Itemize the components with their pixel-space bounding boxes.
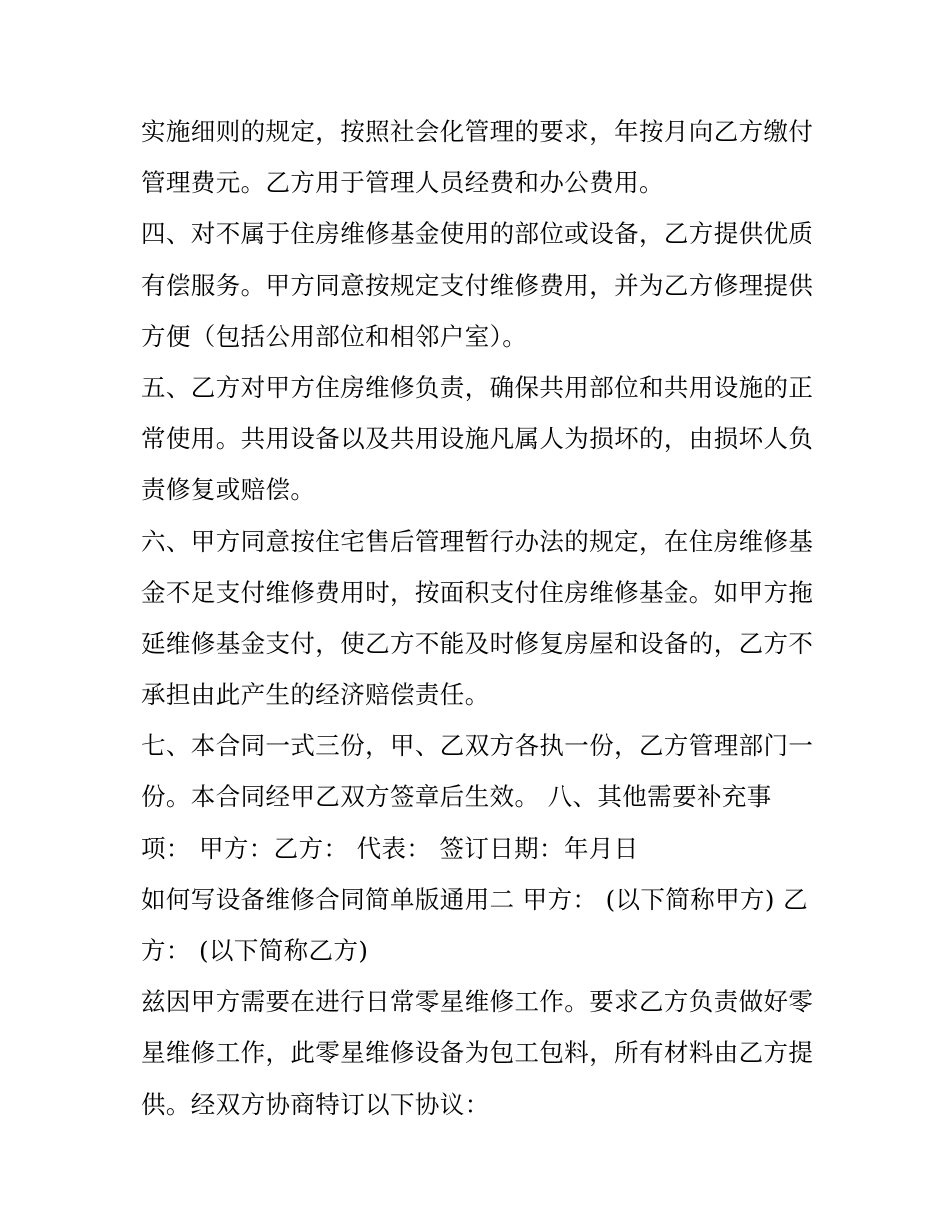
text-line: 责修复或赔偿。 [141, 475, 316, 505]
text-line: 七、本合同一式三份，甲、乙双方各执一份，乙方管理部门一 [141, 731, 814, 761]
text-line: 六、甲方同意按住宅售后管理暂行办法的规定，在住房维修基 [141, 526, 814, 556]
text-line: 承担由此产生的经济赔偿责任。 [141, 680, 490, 710]
text-line: 如何写设备维修合同简单版通用二 甲方： (以下简称甲方) 乙 [141, 884, 808, 914]
text-line: 供。经双方协商特订以下协议： [141, 1089, 490, 1119]
text-line: 常使用。共用设备以及共用设施凡属人为损坏的，由损坏人负 [141, 424, 814, 454]
text-line: 兹因甲方需要在进行日常零星维修工作。要求乙方负责做好零 [141, 987, 814, 1017]
text-line: 项： 甲方：乙方： 代表： 签订日期：年月日 [141, 833, 639, 863]
text-line: 方： (以下简称乙方) [141, 936, 369, 965]
text-line: 有偿服务。甲方同意按规定支付维修费用，并为乙方修理提供 [141, 270, 814, 300]
document-body [141, 106, 821, 1130]
text-line: 四、对不属于住房维修基金使用的部位或设备，乙方提供优质 [141, 219, 814, 249]
text-line: 金不足支付维修费用时，按面积支付住房维修基金。如甲方拖 [141, 577, 814, 607]
text-line: 方便（包括公用部位和相邻户室）。 [141, 321, 528, 351]
text-line: 五、乙方对甲方住房维修负责，确保共用部位和共用设施的正 [141, 372, 814, 402]
text-line: 份。本合同经甲乙双方签章后生效。 八、其他需要补充事 [141, 782, 772, 812]
text-line: 管理费元。乙方用于管理人员经费和办公费用。 [141, 168, 664, 198]
text-line: 延维修基金支付，使乙方不能及时修复房屋和设备的，乙方不 [141, 628, 814, 658]
text-line: 实施细则的规定，按照社会化管理的要求，年按月向乙方缴付 [141, 117, 814, 146]
text-line: 星维修工作，此零星维修设备为包工包料，所有材料由乙方提 [141, 1038, 814, 1068]
